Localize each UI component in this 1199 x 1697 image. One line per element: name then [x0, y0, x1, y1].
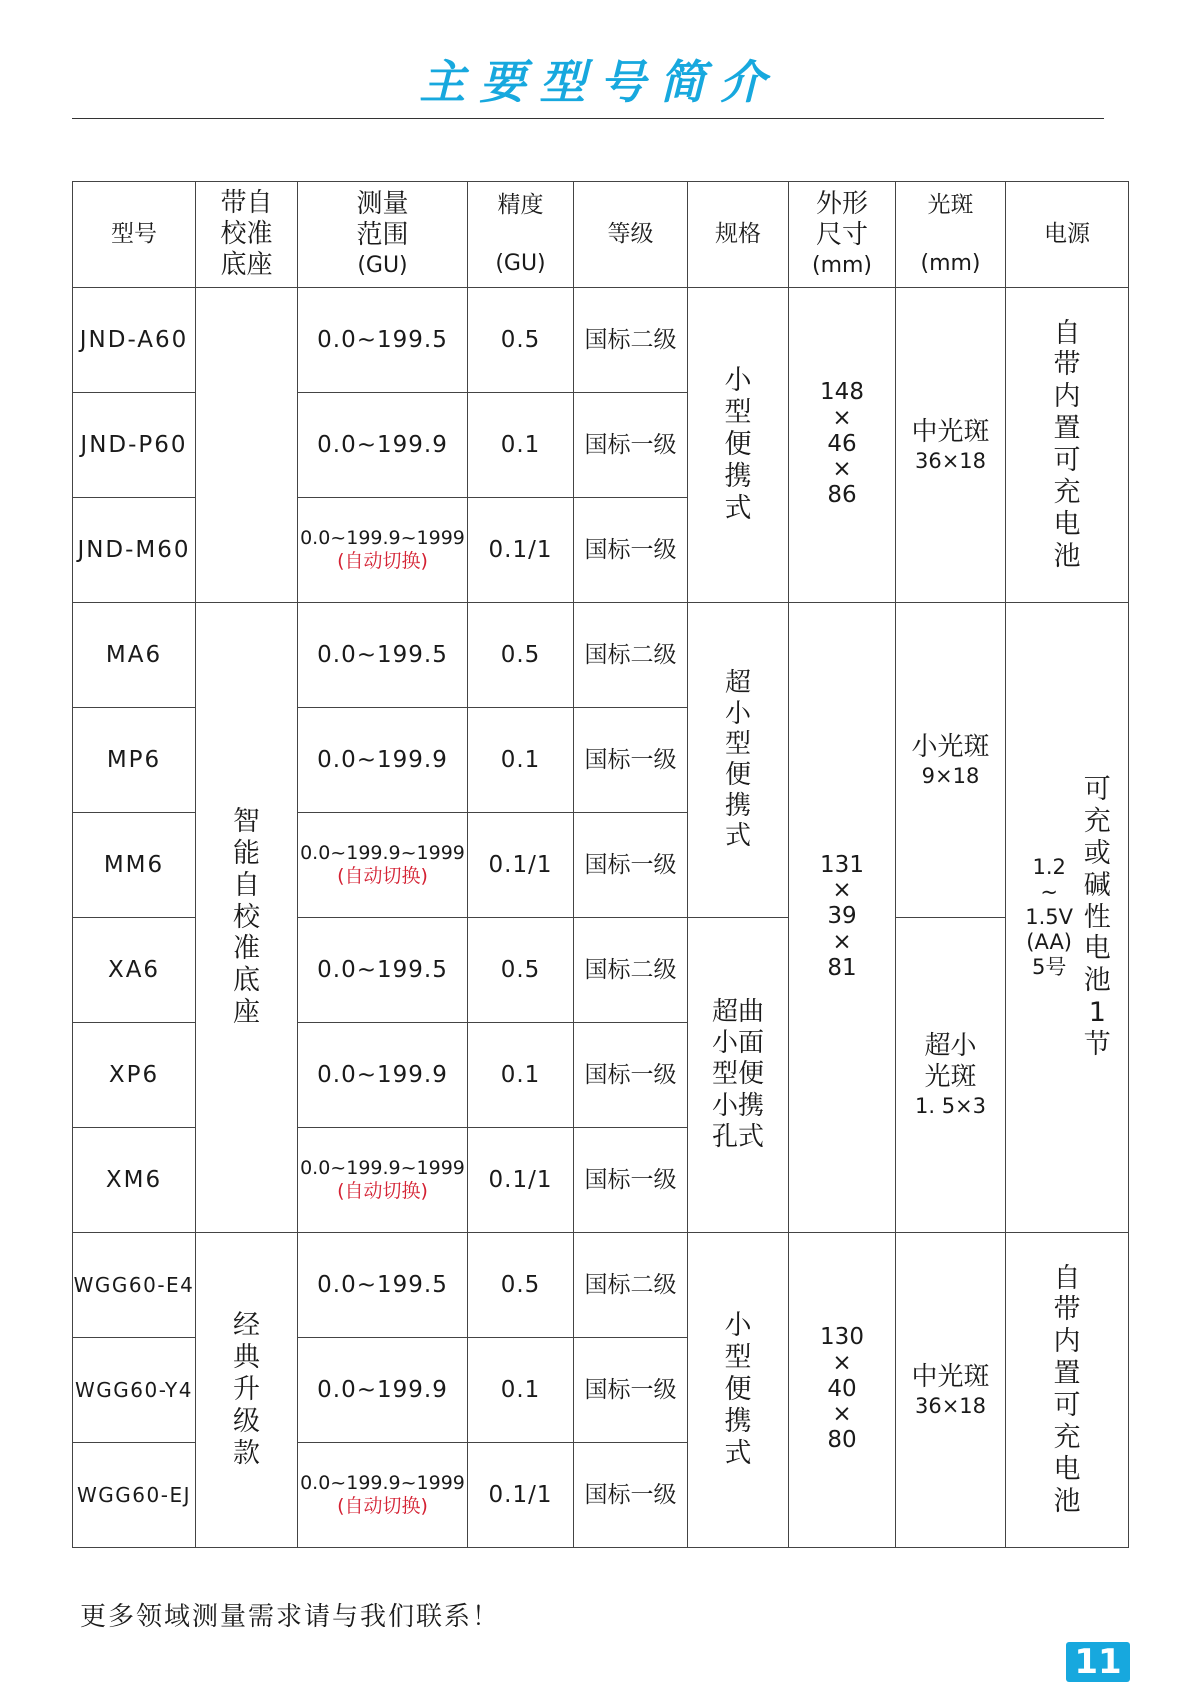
dims-times: × — [832, 1401, 852, 1428]
accuracy-cell: 0.1/1 — [468, 813, 574, 918]
model-cell: XA6 — [73, 918, 196, 1023]
dims-cell — [789, 603, 896, 1233]
grade-cell: 国标一级 — [574, 393, 688, 498]
spot-name: 小光斑 — [911, 731, 990, 762]
battery-type: (AA) — [1026, 930, 1072, 955]
dims-length: 130 — [820, 1324, 864, 1351]
grade-cell: 国标二级 — [574, 603, 688, 708]
grade-cell: 国标二级 — [574, 1233, 688, 1338]
model-cell: MM6 — [73, 813, 196, 918]
footer-contact-note: 更多领域测量需求请与我们联系！ — [80, 1602, 501, 1632]
range-cell — [298, 813, 468, 918]
accuracy-cell: 0.5 — [468, 918, 574, 1023]
table-row — [73, 603, 1129, 708]
spec-text: 超曲小面型便小携孔式 — [711, 997, 764, 1152]
spot-name: 中光斑 — [911, 1361, 990, 1392]
dims-width: 39 — [827, 903, 857, 930]
spec-cell — [688, 918, 789, 1233]
page-title: 主要型号简介 — [419, 55, 780, 109]
dims-times: × — [832, 456, 852, 483]
range-value: 0.0~199.9~1999 — [300, 842, 465, 865]
dims-times: × — [832, 877, 852, 904]
power-content — [1006, 774, 1128, 1061]
spot-cell — [896, 603, 1006, 918]
spot-size: 9×18 — [921, 764, 980, 789]
spec-text: 小型便携式 — [724, 365, 752, 524]
base-text: 智能自校准底座 — [233, 805, 260, 1029]
range-cell: 0.0~199.9 — [298, 1338, 468, 1443]
accuracy-cell: 0.1 — [468, 1338, 574, 1443]
spec-cell — [688, 1233, 789, 1548]
header-range — [298, 182, 468, 288]
range-value: 0.0~199.9~1999 — [300, 527, 465, 550]
dims-text — [819, 853, 865, 982]
dims-length: 131 — [820, 851, 864, 878]
spec-text: 超小型便携式 — [724, 667, 751, 852]
title-divider — [72, 118, 1104, 119]
grade-cell: 国标一级 — [574, 498, 688, 603]
voltage-min: 1.2 — [1032, 854, 1066, 879]
grade-cell: 国标一级 — [574, 708, 688, 813]
spot-name: 中光斑 — [911, 416, 990, 447]
header-spot — [896, 182, 1006, 288]
dims-times: × — [832, 1349, 852, 1376]
power-text: 自带内置可充电池 — [1053, 317, 1081, 572]
header-power: 电源 — [1006, 182, 1129, 288]
voltage-tilde: ~ — [1040, 879, 1058, 904]
header-dims-unit: (mm) — [811, 253, 873, 279]
model-cell: MP6 — [73, 708, 196, 813]
spot-name: 超小光斑 — [924, 1030, 977, 1092]
header-accuracy-unit: (GU) — [495, 250, 546, 276]
accuracy-cell: 0.5 — [468, 603, 574, 708]
accuracy-cell: 0.1 — [468, 393, 574, 498]
range-cell — [298, 1128, 468, 1233]
dims-length: 148 — [820, 379, 864, 406]
header-model: 型号 — [73, 182, 196, 288]
header-accuracy-label: 精度 — [497, 192, 544, 219]
model-cell: JND-P60 — [73, 393, 196, 498]
spot-cell — [896, 1233, 1006, 1548]
spot-size: 1. 5×3 — [914, 1094, 987, 1119]
header-accuracy — [468, 182, 574, 288]
range-cell: 0.0~199.5 — [298, 918, 468, 1023]
table-header-row — [73, 182, 1129, 288]
dims-cell — [789, 1233, 896, 1548]
power-cell — [1006, 603, 1129, 1233]
spot-cell — [896, 918, 1006, 1233]
header-base-label: 带自校准底座 — [220, 187, 273, 281]
auto-switch-note: (自动切换) — [337, 550, 428, 572]
header-spot-label: 光斑 — [927, 192, 974, 219]
header-dims-label: 外形尺寸 — [815, 188, 868, 251]
model-cell: WGG60-EJ — [73, 1443, 196, 1548]
accuracy-cell: 0.1 — [468, 708, 574, 813]
dims-height: 80 — [827, 1427, 857, 1454]
base-cell — [196, 603, 298, 1233]
base-text: 经典升级款 — [233, 1310, 260, 1469]
model-cell: JND-A60 — [73, 288, 196, 393]
auto-switch-note: (自动切换) — [337, 865, 428, 887]
voltage-max: 1.5V — [1025, 904, 1074, 929]
battery-size: 5号 — [1031, 955, 1067, 980]
grade-cell: 国标一级 — [574, 813, 688, 918]
range-cell — [298, 1443, 468, 1548]
model-cell: MA6 — [73, 603, 196, 708]
dims-width: 46 — [827, 430, 857, 457]
model-cell: XP6 — [73, 1023, 196, 1128]
header-range-unit: (GU) — [357, 253, 408, 279]
dims-width: 40 — [827, 1375, 857, 1402]
header-base — [196, 182, 298, 288]
range-cell: 0.0~199.5 — [298, 1233, 468, 1338]
model-cell: WGG60-E4 — [73, 1233, 196, 1338]
accuracy-cell: 0.5 — [468, 288, 574, 393]
power-voltage — [1022, 855, 1077, 981]
accuracy-cell: 0.5 — [468, 1233, 574, 1338]
range-cell: 0.0~199.5 — [298, 288, 468, 393]
range-cell: 0.0~199.9 — [298, 1023, 468, 1128]
model-cell: JND-M60 — [73, 498, 196, 603]
spec-cell — [688, 288, 789, 603]
header-dims — [789, 182, 896, 288]
grade-cell: 国标二级 — [574, 288, 688, 393]
auto-switch-note: (自动切换) — [337, 1180, 428, 1202]
auto-switch-note: (自动切换) — [337, 1495, 428, 1517]
header-grade: 等级 — [574, 182, 688, 288]
grade-cell: 国标二级 — [574, 918, 688, 1023]
range-value: 0.0~199.9~1999 — [300, 1472, 465, 1495]
range-cell: 0.0~199.9 — [298, 708, 468, 813]
accuracy-cell: 0.1/1 — [468, 498, 574, 603]
spot-size: 36×18 — [914, 1394, 987, 1419]
header-spec: 规格 — [688, 182, 789, 288]
dims-cell — [789, 288, 896, 603]
dims-text — [819, 380, 865, 509]
spot-cell — [896, 288, 1006, 603]
range-cell — [298, 498, 468, 603]
power-text: 自带内置可充电池 — [1053, 1262, 1081, 1517]
grade-cell: 国标一级 — [574, 1443, 688, 1548]
grade-cell: 国标一级 — [574, 1023, 688, 1128]
accuracy-cell: 0.1/1 — [468, 1443, 574, 1548]
table-row — [73, 1233, 1129, 1338]
dims-times: × — [832, 928, 852, 955]
spot-size: 36×18 — [914, 449, 987, 474]
page-number-badge: 11 — [1066, 1642, 1130, 1682]
dims-height: 86 — [827, 482, 857, 509]
header-range-label: 测量范围 — [356, 188, 409, 251]
spec-text: 小型便携式 — [724, 1310, 752, 1469]
model-spec-table — [72, 181, 1129, 1548]
grade-cell: 国标一级 — [574, 1338, 688, 1443]
dims-height: 81 — [827, 954, 857, 981]
power-text: 可充或碱性电池1节 — [1083, 774, 1111, 1060]
model-cell: XM6 — [73, 1128, 196, 1233]
accuracy-cell: 0.1/1 — [468, 1128, 574, 1233]
dims-text — [819, 1325, 865, 1454]
range-cell: 0.0~199.9 — [298, 393, 468, 498]
dims-times: × — [832, 404, 852, 431]
range-cell: 0.0~199.5 — [298, 603, 468, 708]
power-cell — [1006, 288, 1129, 603]
base-cell — [196, 288, 298, 603]
spec-cell — [688, 603, 789, 918]
power-cell — [1006, 1233, 1129, 1548]
range-value: 0.0~199.9~1999 — [300, 1157, 465, 1180]
model-cell: WGG60-Y4 — [73, 1338, 196, 1443]
header-spot-unit: (mm) — [920, 250, 981, 276]
table-row — [73, 288, 1129, 393]
accuracy-cell: 0.1 — [468, 1023, 574, 1128]
grade-cell: 国标一级 — [574, 1128, 688, 1233]
base-cell — [196, 1233, 298, 1548]
